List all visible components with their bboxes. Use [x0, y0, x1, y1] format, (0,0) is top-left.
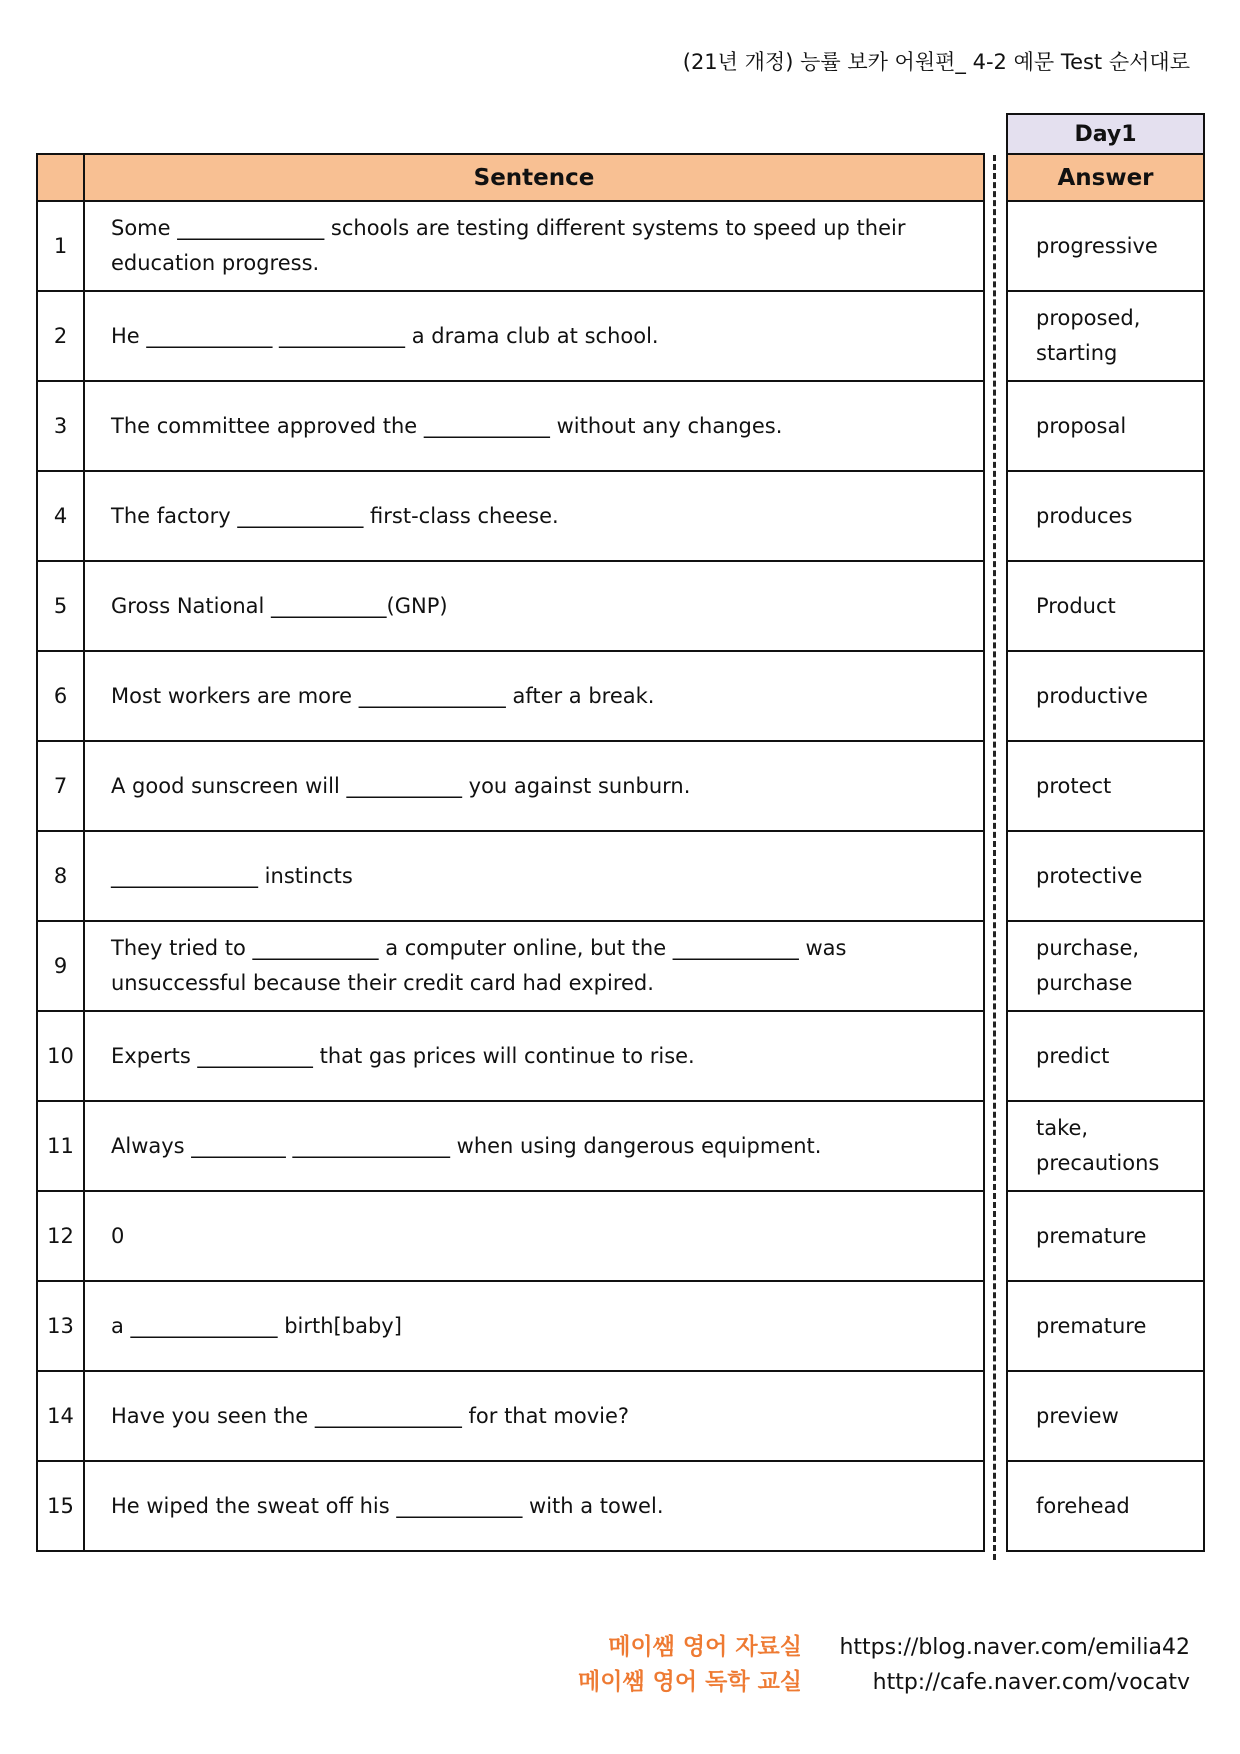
table-row — [37, 471, 984, 561]
table-row — [37, 381, 984, 471]
row-number: 14 — [37, 1371, 84, 1461]
answer-row — [1007, 201, 1204, 291]
row-number: 3 — [37, 381, 84, 471]
table-row — [37, 1011, 984, 1101]
answer-row — [1007, 921, 1204, 1011]
answer-cell: premature — [1007, 1281, 1204, 1371]
answer-cell: Product — [1007, 561, 1204, 651]
row-number: 15 — [37, 1461, 84, 1551]
row-number: 5 — [37, 561, 84, 651]
cafe-link[interactable]: http://cafe.naver.com/vocatv — [872, 1670, 1190, 1695]
row-number: 12 — [37, 1191, 84, 1281]
answer-cell: take, precautions — [1007, 1101, 1204, 1191]
row-number: 11 — [37, 1101, 84, 1191]
table-row — [37, 651, 984, 741]
answer-cell: purchase, purchase — [1007, 921, 1204, 1011]
answer-row — [1007, 471, 1204, 561]
answer-row — [1007, 1011, 1204, 1101]
number-column-header — [37, 154, 84, 201]
row-number: 7 — [37, 741, 84, 831]
answer-cell: protect — [1007, 741, 1204, 831]
footer-korean-line2: 메이쌤 영어 독학 교실 — [578, 1669, 802, 1695]
row-sentence: Some ______________ schools are testing different systems to speed up their education progress. — [84, 201, 984, 291]
table-row — [37, 1101, 984, 1191]
row-sentence: The committee approved the ____________ without any changes. — [84, 381, 984, 471]
table-row — [37, 201, 984, 291]
answer-row — [1007, 741, 1204, 831]
row-number: 8 — [37, 831, 84, 921]
answer-column-header: Answer — [1007, 154, 1204, 201]
answer-row — [1007, 1191, 1204, 1281]
answer-row — [1007, 1371, 1204, 1461]
footer-korean-line1: 메이쌤 영어 자료실 — [608, 1634, 802, 1660]
answer-row — [1007, 291, 1204, 381]
row-sentence: A good sunscreen will ___________ you against sunburn. — [84, 741, 984, 831]
row-sentence: The factory ____________ first-class cheese. — [84, 471, 984, 561]
table-row — [37, 1191, 984, 1281]
answer-cell: produces — [1007, 471, 1204, 561]
answer-row — [1007, 561, 1204, 651]
row-number: 4 — [37, 471, 84, 561]
row-sentence: He wiped the sweat off his ____________ with a towel. — [84, 1461, 984, 1551]
dashed-divider — [993, 155, 996, 1560]
document-title: (21년 개정) 능률 보카 어원편_ 4-2 예문 Test 순서대로 — [682, 50, 1190, 74]
row-sentence: Have you seen the ______________ for that movie? — [84, 1371, 984, 1461]
table-row — [37, 921, 984, 1011]
row-sentence: 0 — [84, 1191, 984, 1281]
answer-row — [1007, 651, 1204, 741]
answer-table — [1006, 113, 1205, 1552]
table-row — [37, 1461, 984, 1551]
answer-cell: productive — [1007, 651, 1204, 741]
answer-row — [1007, 381, 1204, 471]
table-row — [37, 291, 984, 381]
answer-cell: forehead — [1007, 1461, 1204, 1551]
row-number: 9 — [37, 921, 84, 1011]
row-number: 2 — [37, 291, 84, 381]
row-number: 6 — [37, 651, 84, 741]
row-sentence: Always _________ _______________ when using dangerous equipment. — [84, 1101, 984, 1191]
sentence-table — [36, 153, 985, 1552]
table-row — [37, 561, 984, 651]
answer-cell: premature — [1007, 1191, 1204, 1281]
row-sentence: Most workers are more ______________ after a break. — [84, 651, 984, 741]
answer-cell: protective — [1007, 831, 1204, 921]
row-number: 1 — [37, 201, 84, 291]
row-number: 13 — [37, 1281, 84, 1371]
answer-cell: preview — [1007, 1371, 1204, 1461]
row-sentence: They tried to ____________ a computer online, but the ____________ was unsuccessful because their credit card had expired. — [84, 921, 984, 1011]
row-sentence: Experts ___________ that gas prices will continue to rise. — [84, 1011, 984, 1101]
table-row — [37, 1281, 984, 1371]
table-row — [37, 1371, 984, 1461]
answer-cell: progressive — [1007, 201, 1204, 291]
row-number: 10 — [37, 1011, 84, 1101]
table-row — [37, 831, 984, 921]
footer-links — [839, 1630, 1190, 1700]
row-sentence: Gross National ___________(GNP) — [84, 561, 984, 651]
blog-link[interactable]: https://blog.naver.com/emilia42 — [839, 1635, 1190, 1660]
answer-row — [1007, 1101, 1204, 1191]
day-label: Day1 — [1007, 114, 1204, 154]
footer-korean — [578, 1630, 802, 1700]
answer-cell: predict — [1007, 1011, 1204, 1101]
row-sentence: He ____________ ____________ a drama club at school. — [84, 291, 984, 381]
answer-cell: proposal — [1007, 381, 1204, 471]
sentence-column-header: Sentence — [84, 154, 984, 201]
row-sentence: ______________ instincts — [84, 831, 984, 921]
table-row — [37, 741, 984, 831]
answer-cell: proposed, starting — [1007, 291, 1204, 381]
answer-row — [1007, 1461, 1204, 1551]
answer-row — [1007, 1281, 1204, 1371]
answer-row — [1007, 831, 1204, 921]
row-sentence: a ______________ birth[baby] — [84, 1281, 984, 1371]
